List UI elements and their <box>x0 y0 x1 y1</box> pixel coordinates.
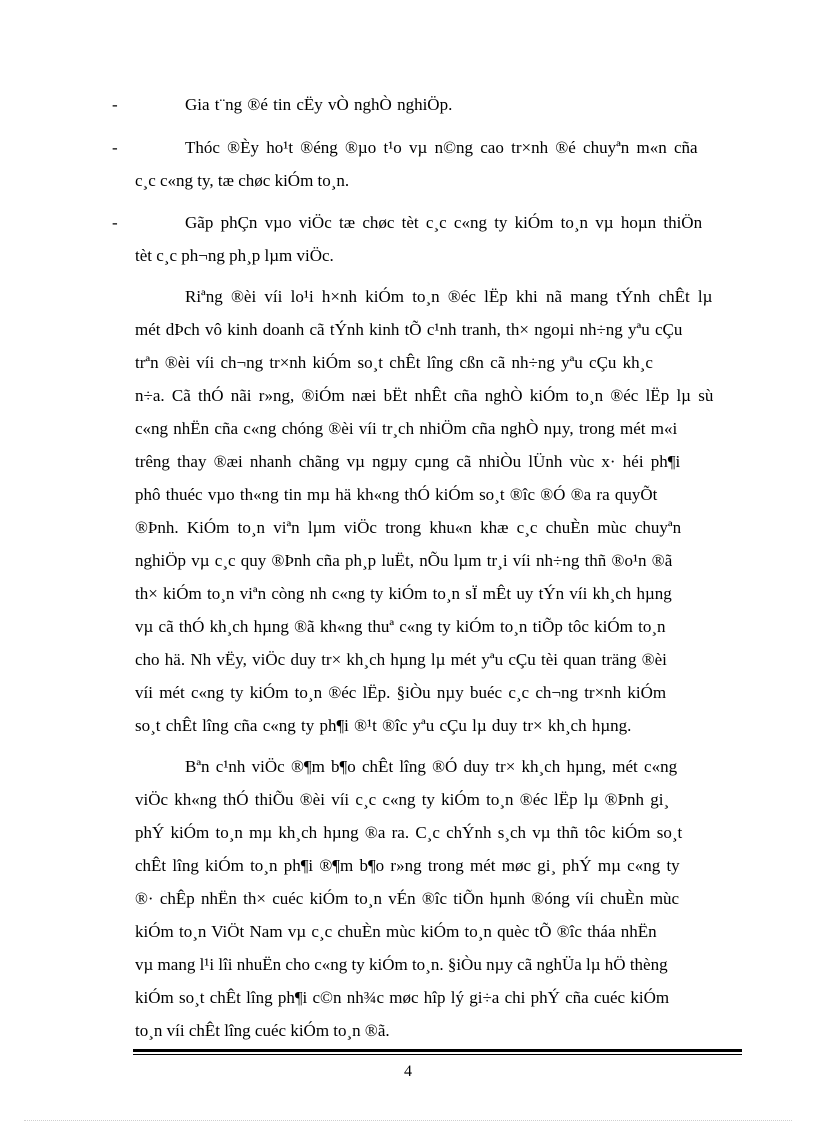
bullet-dash: - <box>112 95 118 114</box>
text-line: víi mét c«ng ty kiÓm to¸n ®éc lËp. §iÒu nµy buéc c¸c ch¬ng tr×nh kiÓm <box>135 683 667 702</box>
text-line: th× kiÓm to¸n viªn còng nh c«ng ty kiÓm to¸n sÏ mÊt uy tÝn víi kh¸ch hµng <box>135 584 672 603</box>
text-line: vµ cã thÓ kh¸ch hµng ®ã kh«ng thuª c«ng ty kiÓm to¸n tiÕp tôc kiÓm to¸n <box>135 617 666 636</box>
text-line: to¸n víi chÊt lîng cuéc kiÓm to¸n ®ã. <box>135 1021 390 1040</box>
footer-rule-thin <box>133 1054 742 1055</box>
text-line: cho hä. Nh vËy, viÖc duy tr× kh¸ch hµng lµ mét yªu cÇu tèi quan träng ®èi <box>135 650 667 669</box>
text-line: so¸t chÊt lîng cña c«ng ty ph¶i ®¹t ®îc yªu cÇu lµ duy tr× kh¸ch hµng. <box>135 716 632 735</box>
text-line: kiÓm so¸t chÊt lîng ph¶i c©n nh¾c møc hîp lý gi÷a chi phÝ cña cuéc kiÓm <box>135 988 670 1007</box>
bullet-dash: - <box>112 138 118 157</box>
text-line: Bªn c¹nh viÖc ®¶m b¶o chÊt lîng ®Ó duy tr× kh¸ch hµng, mét c«ng <box>185 757 678 776</box>
text-line: mét dÞch vô kinh doanh cã tÝnh kinh tÕ c¹nh tranh, th× ngoµi nh÷ng yªu cÇu <box>135 320 683 339</box>
bullet-dash: - <box>112 213 118 232</box>
text-line: c¸c c«ng ty, tæ chøc kiÓm to¸n. <box>135 171 350 190</box>
text-line: trªn ®èi víi ch¬ng tr×nh kiÓm so¸t chÊt lîng cßn cã nh÷ng yªu cÇu kh¸c <box>135 353 653 372</box>
footer-rule-thick <box>133 1049 742 1052</box>
text-line: phÝ kiÓm to¸n mµ kh¸ch hµng ®a ra. C¸c chÝnh s¸ch vµ thñ tôc kiÓm so¸t <box>135 823 683 842</box>
text-line: ®· chÊp nhËn th× cuéc kiÓm to¸n vÉn ®îc tiÕn hµnh ®óng víi chuÈn mùc <box>135 889 680 908</box>
text-line: trêng thay ®æi nhanh chãng vµ ngµy cµng cã nhiÒu lÜnh vùc x· héi ph¶i <box>135 452 681 471</box>
text-line: tèt c¸c ph¬ng ph¸p lµm viÖc. <box>135 246 334 265</box>
text-line: viÖc kh«ng thÓ thiÕu ®èi víi c¸c c«ng ty kiÓm to¸n ®éc lËp lµ ®Þnh gi¸ <box>135 790 670 809</box>
text-line: kiÓm to¸n ViÖt Nam vµ c¸c chuÈn mùc kiÓm to¸n quèc tÕ ®îc tháa nhËn <box>135 922 657 941</box>
text-line: nghiÖp vµ c¸c quy ®Þnh cña ph¸p luËt, nÕu lµm tr¸i víi nh÷ng thñ ®o¹n ®ã <box>135 551 673 570</box>
text-line: n÷a. Cã thÓ nãi r»ng, ®iÓm næi bËt nhÊt cña nghÒ kiÓm to¸n ®éc lËp lµ sù <box>135 386 714 405</box>
page-number: 4 <box>404 1063 412 1080</box>
text-line: Gãp phÇn vµo viÖc tæ chøc tèt c¸c c«ng ty kiÓm to¸n vµ hoµn thiÖn <box>185 213 703 232</box>
text-line: chÊt lîng kiÓm to¸n ph¶i ®¶m b¶o r»ng trong mét møc gi¸ phÝ mµ c«ng ty <box>135 856 680 875</box>
text-line: c«ng nhËn cña c«ng chóng ®èi víi tr¸ch nhiÖm cña nghÒ nµy, trong mét m«i <box>135 419 678 438</box>
text-line: vµ mang l¹i lîi nhuËn cho c«ng ty kiÓm to¸n. §iÒu nµy cã nghÜa lµ hÖ thèng <box>135 955 668 974</box>
page-bottom-border <box>24 1120 792 1121</box>
text-line: Riªng ®èi víi lo¹i h×nh kiÓm to¸n ®éc lËp khi nã mang tÝnh chÊt lµ <box>185 287 713 306</box>
text-line: phô thuéc vµo th«ng tin mµ hä kh«ng thÓ kiÓm so¸t ®îc ®Ó ®a ra quyÕt <box>135 485 658 504</box>
text-line: ®Þnh. KiÓm to¸n viªn lµm viÖc trong khu«n khæ c¸c chuÈn mùc chuyªn <box>135 518 682 537</box>
text-line: Gia t¨ng ®é tin cËy vÒ nghÒ nghiÖp. <box>185 95 453 114</box>
text-line: Thóc ®Èy ho¹t ®éng ®µo t¹o vµ n©ng cao tr×nh ®é chuyªn m«n cña <box>185 138 698 157</box>
